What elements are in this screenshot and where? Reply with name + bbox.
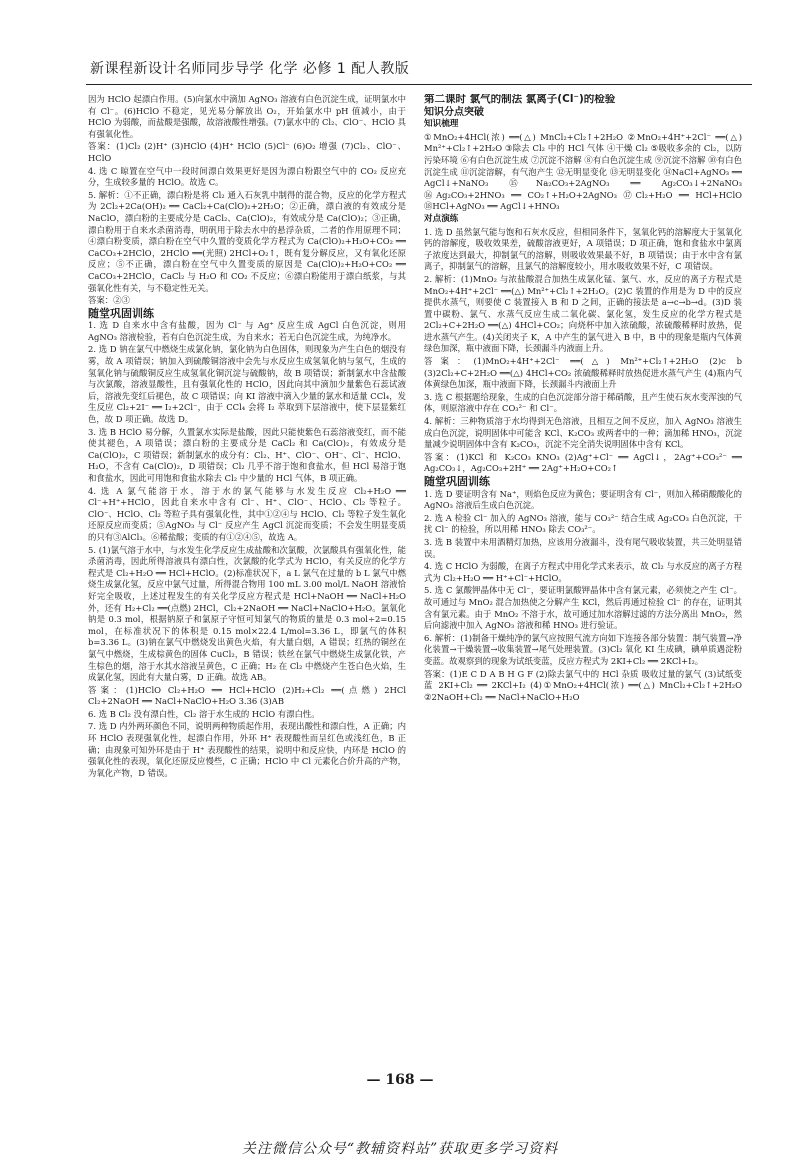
paragraph-6: 2. 解析：(1)MnO₂ 与浓盐酸混合加热生成氯化锰、氯气、水，反应的离子方程式是 MnO₂+4H⁺+2Cl⁻ ══(△) Mn²⁺+Cl₂↑+2H₂O。(2)C 装置的作用是为 D 中的反应提供水蒸气，则要使 C 装置接入 B 和 D 之间，正确的接法是 a→c→b→d。(3)D 装置中碳粉、氯气、水蒸气反应生成二氧化碳、氯化氢，发生反应的化学方程式是 2Cl₂+C+2H₂O ══(△) 4HCl+CO₂；向烧杯中加入浓硫酸，浓硫酸稀释时放热，促进水蒸气产生。(4)关闭夹子 K，A 中产生的氯气进入 B 中，B 中的现象是瓶内气体黄绿色加深，瓶中液面下降，长颈漏斗内液面上升。 [424,273,742,354]
paragraph-10: 5. (1)氯气溶于水中，与水发生化学反应生成盐酸和次氯酸，次氯酸具有强氧化性，能杀菌消毒，因此所得溶液具有漂白性，次氯酸的化学式为 HClO，有关反应的化学方程式是 Cl₂+H₂O ══ HCl+HClO。(2)标准状况下，a L 氯气在过量的 b L 氯气中燃烧生成氯化氢，反应中氯气过量，所得混合物用 100 mL 3.00 mol/L NaOH 溶液恰好完全吸收，上述过程发生的有关化学反应方程式是 HCl+NaOH ══ NaCl+H₂O 外，还有 H₂+Cl₂ ══(点燃) 2HCl，Cl₂+2NaOH ══ NaCl+NaClO+H₂O。氯氧化钠是 0.3 mol，根据钠原子和氯原子守恒可知氯气的物质的量是 0.3 mol÷2=0.15 mol，在标准状况下的体积是 0.15 mol×22.4 L/mol=3.36 L，即氯气的体积 b=3.36 L。(3)钠在氯气中燃烧发出黄色火焰，有大量白烟，A 错误；红热的铜丝在氯气中燃烧，生成棕黄色的固体 CuCl₂，B 错误；铁丝在氯气中燃烧生成氯化铁，产生棕色的烟，溶于水其水溶液呈黄色，C 正确；H₂ 在 Cl₂ 中燃烧产生苍白色火焰，生成氯化氢，因此有大量白雾，D 正确。故选 AB。 [88,544,406,683]
paragraph-18: 答案：(1)E C D A B H G F (2)除去氯气中的 HCl 杂质 吸收过量的氯气 (3)试纸变蓝 2KI+Cl₂ ══ 2KCl+I₂ (4)①MnO₂+4HCl(浓) ══(△) MnCl₂+Cl₂↑+2H₂O ②2NaOH+Cl₂ ══ NaCl+NaClO+H₂O [424,668,742,702]
paragraph-8: 3. 选 C 根据题给现象，生成的白色沉淀部分溶于稀硝酸，且产生使石灰水变浑浊的气体，则原溶液中存在 CO₃²⁻ 和 Cl⁻。 [424,391,742,414]
paragraph-10: 答案：(1)KCl 和 K₂CO₃ KNO₃ (2)Ag⁺+Cl⁻ ══ AgCl↓，2Ag⁺+CO₃²⁻ ══ Ag₂CO₃↓，Ag₂CO₃+2H⁺ ══ 2Ag⁺+H₂O+CO₂↑ [424,451,742,474]
paragraph-7: 答案：(1)MnO₂+4H⁺+2Cl⁻ ══(△) Mn²⁺+Cl₂↑+2H₂O (2)c b (3)2Cl₂+C+2H₂O ══(△) 4HCl+CO₂ 浓硫酸稀释时放热促进水蒸气产生 (4)瓶内气体黄绿色加深，瓶中液面下降，长颈漏斗内液面上升 [424,356,742,390]
lesson-title-0: 第二课时 氯气的制法 氯离子(Cl⁻)的检验 [424,94,616,105]
left-column [88,94,406,1044]
header-rule [86,84,752,85]
paragraph-12: 6. 选 B Cl₂ 没有漂白性，Cl₂ 溶于水生成的 HClO 有漂白性。 [88,708,320,719]
footer-note: 关注微信公众号“教辅资料站”获取更多学习资料 [241,1141,559,1157]
paragraph-4: 答案：②③ [88,295,130,306]
paragraph-1: 答案：(1)Cl₂ (2)H⁺ (3)HClO (4)H⁺ HClO (5)Cl⁻ (6)O₂ 增强 (7)Cl₂、ClO⁻、HClO [88,141,406,163]
paragraph-11: 答案：(1)HClO Cl₂+H₂O ══ HCl+HClO (2)H₂+Cl₂ ══(点燃) 2HCl Cl₂+2NaOH ══ NaCl+NaClO+H₂O 3.36 (3)AB [88,684,406,707]
sub-head-4: 对点演练 [424,213,459,224]
paragraph-13: 2. 选 A 检验 Cl⁻ 加入的 AgNO₃ 溶液，能与 CO₃²⁻ 结合生成 Ag₂CO₃ 白色沉淀，干扰 Cl⁻ 的检验，所以用稀 HNO₃ 除去 CO₃²⁻。 [424,512,742,535]
sec-title-11: 随堂巩固训练 [424,475,490,488]
lesson-sub-1: 知识分点突破 [424,106,484,118]
paragraph-0: 因为 HClO 起漂白作用。(5)向氯水中滴加 AgNO₃ 溶液有白色沉淀生成，证明氯水中有 Cl⁻。(6)HClO 不稳定，见光易分解放出 O₂，开始氯水中 pH 值减小，由于 HClO 为弱酸，而盐酸是强酸，故溶液酸性增强。(7)氯水中的 Cl₂、ClO⁻、HClO 具有强氧化性。 [88,94,406,139]
paragraph-13: 7. 选 D 内外两环颜色不同，说明两种物质起作用，表现出酸性和漂白性，A 正确；内环 HClO 表现强氧化性，起漂白作用，外环 H⁺ 表现酸性而呈红色或浅红色，B 正确；由现象可知外环是由于 H⁺ 表现酸性的结果，说明中和反应快，内环是 HClO 的强氧化性的表现，氧化还原反应慢些，C 正确；HClO 中 Cl 元素化合价升高的产物，为氧化产物，D 错误。 [88,721,406,778]
right-column [424,94,742,1044]
paragraph-9: 4. 解析：三种物质溶于水均得到无色溶液，且相互之间不反应，加入 AgNO₃ 溶液生成白色沉淀，说明固体中可能含 KCl、K₂CO₃ 或两者中的一种；滴加稀 HNO₃，沉淀量减少说明固体中含有 K₂CO₃，沉淀不完全消失说明固体中含有 KCl。 [424,416,742,450]
page-number: — 168 — [366,1072,434,1088]
paragraph-15: 4. 选 C HClO 为弱酸，在离子方程式中用化学式来表示，故 Cl₂ 与水反应的离子方程式为 Cl₂+H₂O ══ H⁺+Cl⁻+HClO。 [424,561,742,583]
paragraph-7: 2. 选 D 钠在氯气中燃烧生成氯化钠，氯化钠为白色固体，则现象为产生白色的烟没有雾，故 A 项错误；钠加入到硫酸铜溶液中会先与水反应生成氢氧化钠与氢气，生成的氢氧化钠与硫酸铜反应生成氢氧化铜沉淀与硫酸钠，故 B 项错误；新制氯水中含盐酸与次氯酸，溶液显酸性，且有强氧化性的 HClO，因此向其中滴加少量紫色石蕊试液后，溶液先变红后褪色，故 C 项错误；向 KI 溶液中滴入少量的氯水和适量 CCl₄，发生反应 Cl₂+2I⁻ ══ I₂+2Cl⁻，由于 CCl₄ 会将 I₂ 萃取到下层溶液中，使下层显紫红色，故 D 项正确。故选 D。 [88,344,406,425]
running-header [90,58,750,82]
paragraph-14: 3. 选 B 装置中未用酒精灯加热，应该用分液漏斗，没有尾气吸收装置，共三处明显错误。 [424,536,742,559]
paragraph-17: 6. 解析：(1)制备干燥纯净的氯气应按照气流方向如下连接各部分装置：制气装置→净化装置→干燥装置→收集装置→尾气处理装置。(3)Cl₂ 氧化 KI 生成碘，碘单质遇淀粉变蓝。故观察到的现象为试纸变蓝，反应方程式为 2KI+Cl₂ ══ 2KCl+I₂。 [424,632,742,666]
sec-title-5: 随堂巩固训练 [88,306,154,320]
paragraph-9: 4. 选 A 氯气能溶于水，溶于水的氯气能够与水发生反应 Cl₂+H₂O ══ Cl⁻+H⁺+HClO，因此自来水中含有 Cl⁻、H⁺、ClO⁻、HClO、Cl₂ 等粒子。ClO⁻、HClO、Cl₂ 等粒子具有强氧化性，其中①②④与 HClO、Cl₂ 等粒子发生氧化还原反应而变质；⑤AgNO₃ 与 Cl⁻ 反应产生 AgCl 沉淀而变质；不会发生明显变质的只有③AlCl₃。⑥稀盐酸；变质的有①②④⑤，故选 A。 [88,485,406,542]
paragraph-16: 5. 选 C 氯酸钾晶体中无 Cl⁻，要证明氯酸钾晶体中含有氯元素，必须使之产生 Cl⁻。故可通过与 MnO₂ 混合加热使之分解产生 KCl，然后再通过检验 Cl⁻ 的存在，证明其含有氯元素。由于 MnO₂ 不溶于水，故可通过加水溶解过滤的方法分离出 MnO₂，然后向滤液中加入 AgNO₃ 溶液和稀 HNO₃ 进行验证。 [424,585,742,631]
sub-head-2: 知识梳理 [424,119,459,130]
paragraph-8: 3. 选 B HClO 易分解，久置氯水实际是盐酸，因此只能使紫色石蕊溶液变红，而不能使其褪色，A 项错误；漂白粉的主要成分是 CaCl₂ 和 Ca(ClO)₂，有效成分是 Ca(ClO)₂，C 项错误；新制氯水的成分有：Cl₂、H⁺、ClO⁻、OH⁻、Cl⁻、HClO、H₂O，不含有 Ca(ClO)₂，D 项错误；Cl₂ 几乎不溶于饱和食盐水，但 HCl 易溶于饱和食盐水，因此可用饱和食盐水除去 Cl₂ 中少量的 HCl 气体，B 项正确。 [88,426,406,483]
paragraph-3: 5. 解析：①不正确，漂白粉是将 Cl₂ 通入石灰乳中制得的混合物，反应的化学方程式为 2Cl₂+2Ca(OH)₂ ══ CaCl₂+Ca(ClO)₂+2H₂O；②正确，漂白液的有效成分是 NaClO，漂白粉的主要成分是 CaCl₂、Ca(ClO)₂，有效成分是 Ca(ClO)₂；③正确，漂白粉用于自来水杀菌消毒，明矾用于除去水中的悬浮杂质，二者的作用原理不同；④漂白粉变质，漂白粉在空气中久置的变质化学方程式为 Ca(ClO)₂+H₂O+CO₂ ══ CaCO₃+2HClO，2HClO ══(光照) 2HCl+O₂↑，既有复分解反应，又有氧化还原反应；⑤不正确，漂白粉在空气中久置变质的原因是 Ca(ClO)₂+H₂O+CO₂ ══ CaCO₃+2HClO，CaCl₂ 与 H₂O 和 CO₂ 不反应；⑥漂白粉能用于漂白纸浆，与其强氧化性有关，与不稳定性无关。 [88,189,406,293]
header-title: 新课程新设计名师同步导学 化学 必修 1 配人教版 [90,61,410,77]
paragraph-3: ①MnO₂+4HCl(浓) ══(△) MnCl₂+Cl₂↑+2H₂O ②MnO₂+4H⁺+2Cl⁻ ══(△) Mn²⁺+Cl₂↑+2H₂O ③除去 Cl₂ 中的 HCl 气体 ④干燥 Cl₂ ⑤吸收多余的 Cl₂，以防污染环境 ⑥有白色沉淀生成 ⑦沉淀不溶解 ⑧有白色沉淀生成 ⑨沉淀不溶解 ⑩有白色沉淀生成 ⑪沉淀溶解，有气泡产生 ⑫无明显变化 ⑬无明显变化 ⑭NaCl+AgNO₃ ══ AgCl↓+NaNO₃ ⑮Na₂CO₃+2AgNO₃ ══ Ag₂CO₃↓+2NaNO₃ ⑯Ag₂CO₃+2HNO₃ ══ CO₂↑+H₂O+2AgNO₃ ⑰Cl₂+H₂O ══ HCl+HClO ⑱HCl+AgNO₃ ══ AgCl↓+HNO₃ [424,131,742,212]
paragraph-6: 1. 选 D 自来水中含有盐酸，因为 Cl⁻ 与 Ag⁺ 反应生成 AgCl 白色沉淀，则用 AgNO₃ 溶液检验，若有白色沉淀生成，为自来水；若无白色沉淀生成，为纯净水。 [88,320,406,342]
paragraph-12: 1. 选 D 要证明含有 Na⁺，则焰色反应为黄色；要证明含有 Cl⁻，则加入稀硝酸酸化的 AgNO₃ 溶液后生成白色沉淀。 [424,488,742,511]
paragraph-2: 4. 选 C 晾置在空气中一段时间漂白效果更好是因为漂白粉跟空气中的 CO₂ 反应充分，生成较多量的 HClO。故选 C。 [88,165,406,188]
paragraph-5: 1. 选 D 虽然氯气能与饱和石灰水反应，但相同条件下，氢氧化钙的溶解度大于氢氧化钙的溶解度，吸收效果差，硫酸溶液更好，A 项错误；D 项正确，饱和食盐水中氯离子浓度达到最大，抑制氯气的溶解，则吸收效果最不好，B 项错误；由于水中含有氯离子，抑制氯气的溶解，且氯气的溶解度较小，用水吸收效果不好，C 项错误。 [424,226,742,272]
